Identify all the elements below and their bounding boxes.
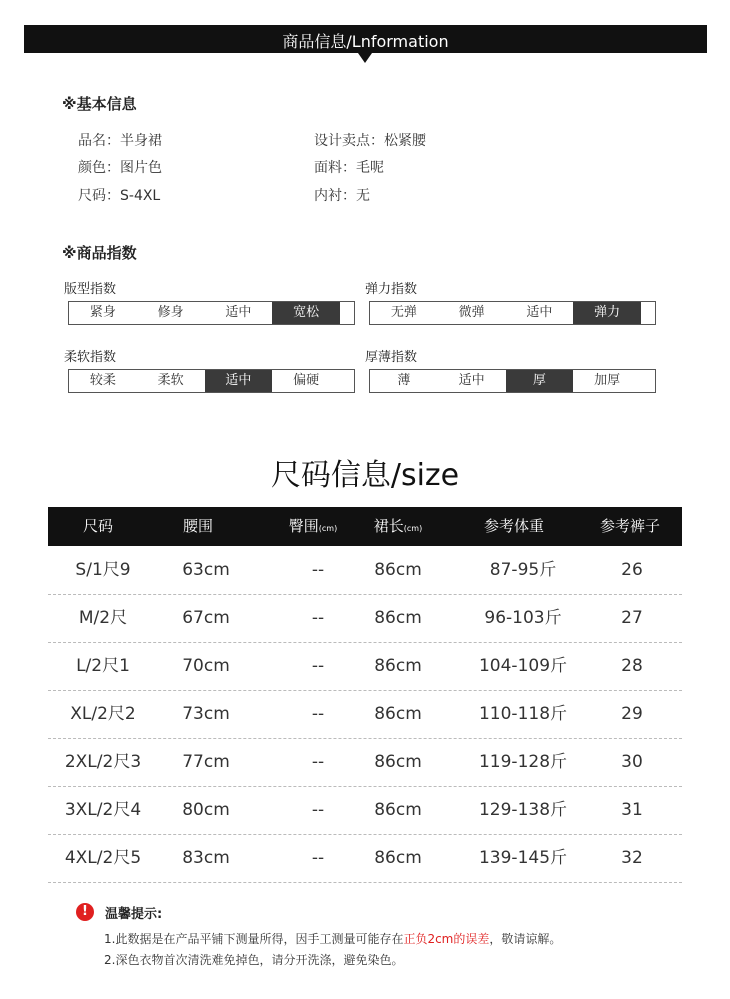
table-row <box>48 834 682 883</box>
index-option: 微弹 <box>458 305 485 320</box>
table-row <box>48 546 682 595</box>
header-title: 商品信息/Lnformation <box>282 32 449 51</box>
table-cell: 104-109斤 <box>478 656 568 676</box>
header-waist: 腰围 <box>182 517 213 535</box>
index-label-fit: 版型指数 <box>64 282 117 297</box>
index-option: 无弹 <box>390 305 417 320</box>
table-cell: 70cm <box>182 656 230 676</box>
table-row <box>48 738 682 787</box>
table-cell: 86cm <box>374 752 422 772</box>
table-cell: -- <box>311 752 325 772</box>
header-bar <box>24 25 707 53</box>
notice-line-2: 2.深色衣物首次清洗难免掉色，请分开洗涤，避免染色。 <box>104 953 404 967</box>
index-scale-elastic <box>369 301 656 325</box>
table-cell: 96-103斤 <box>484 608 562 628</box>
table-cell: 2XL/2尺3 <box>64 752 142 772</box>
info-fabric: 面料：毛呢 <box>314 160 384 176</box>
table-cell: 80cm <box>182 800 230 820</box>
header-pants: 参考裤子 <box>599 517 660 535</box>
info-design: 设计卖点：松紧腰 <box>314 133 426 149</box>
index-option: 适中 <box>225 305 252 320</box>
index-option: 弹力 <box>573 302 641 324</box>
table-cell: 4XL/2尺5 <box>64 848 142 868</box>
info-size: 尺码：S-4XL <box>78 188 161 204</box>
index-option: 柔软 <box>157 373 184 388</box>
table-cell: -- <box>311 656 325 676</box>
table-cell: 29 <box>621 704 643 724</box>
table-row <box>48 690 682 739</box>
index-option: 适中 <box>458 373 485 388</box>
index-option: 适中 <box>205 370 273 392</box>
table-cell: 67cm <box>182 608 230 628</box>
index-option: 厚 <box>506 370 574 392</box>
index-option: 加厚 <box>594 373 621 388</box>
notice-line-1: 1.此数据是在产品平铺下测量所得，因手工测量可能存在正负2cm的误差，敬请谅解。 <box>104 932 562 946</box>
index-option: 适中 <box>526 305 553 320</box>
table-cell: L/2尺1 <box>76 656 130 676</box>
size-table-header <box>48 507 682 546</box>
table-cell: 86cm <box>374 800 422 820</box>
table-cell: 30 <box>621 752 643 772</box>
table-cell: -- <box>311 848 325 868</box>
table-cell: 86cm <box>374 848 422 868</box>
table-cell: -- <box>311 704 325 724</box>
index-option: 较柔 <box>89 373 116 388</box>
header-hip: 臀围(cm) <box>288 517 338 535</box>
exclamation-icon: ! <box>76 903 94 921</box>
info-lining: 内衬：无 <box>314 188 370 204</box>
table-cell: 73cm <box>182 704 230 724</box>
info-name: 品名：半身裙 <box>78 133 162 149</box>
index-option: 宽松 <box>272 302 340 324</box>
table-cell: 86cm <box>374 560 422 580</box>
table-cell: XL/2尺2 <box>70 704 136 724</box>
header-notch <box>358 53 372 63</box>
index-label-soft: 柔软指数 <box>64 350 117 365</box>
table-cell: 63cm <box>182 560 230 580</box>
index-scale-soft <box>68 369 355 393</box>
table-cell: 27 <box>621 608 643 628</box>
table-cell: 129-138斤 <box>478 800 568 820</box>
table-cell: 119-128斤 <box>478 752 568 772</box>
header-size: 尺码 <box>82 517 113 535</box>
index-option: 紧身 <box>89 305 116 320</box>
table-cell: 26 <box>621 560 643 580</box>
table-row <box>48 594 682 643</box>
table-cell: 77cm <box>182 752 230 772</box>
index-title: ※商品指数 <box>62 244 137 262</box>
index-scale-thick <box>369 369 656 393</box>
index-option: 偏硬 <box>293 373 320 388</box>
table-cell: 86cm <box>374 704 422 724</box>
index-scale-fit <box>68 301 355 325</box>
table-cell: 86cm <box>374 608 422 628</box>
notice-highlight: 正负2cm的误差 <box>403 932 490 946</box>
info-color: 颜色：图片色 <box>78 160 162 176</box>
table-cell: 32 <box>621 848 643 868</box>
basic-info-title: ※基本信息 <box>62 95 137 113</box>
table-cell: 83cm <box>182 848 230 868</box>
table-cell: 139-145斤 <box>478 848 568 868</box>
index-option: 修身 <box>157 305 184 320</box>
table-row <box>48 786 682 835</box>
table-cell: -- <box>311 608 325 628</box>
table-cell: 86cm <box>374 656 422 676</box>
table-cell: 87-95斤 <box>489 560 557 580</box>
size-title: 尺码信息/size <box>270 458 460 493</box>
table-cell: S/1尺9 <box>75 560 131 580</box>
table-cell: -- <box>311 800 325 820</box>
header-length: 裙长(cm) <box>373 517 423 535</box>
index-option: 薄 <box>397 373 411 388</box>
table-cell: -- <box>311 560 325 580</box>
index-label-thick: 厚薄指数 <box>365 350 418 365</box>
notice-title: 温馨提示: <box>105 907 163 922</box>
header-weight: 参考体重 <box>483 517 544 535</box>
table-row <box>48 642 682 691</box>
table-cell: M/2尺 <box>78 608 128 628</box>
table-cell: 3XL/2尺4 <box>64 800 142 820</box>
table-cell: 31 <box>621 800 643 820</box>
index-label-elastic: 弹力指数 <box>365 282 418 297</box>
table-cell: 28 <box>621 656 643 676</box>
table-cell: 110-118斤 <box>478 704 568 724</box>
